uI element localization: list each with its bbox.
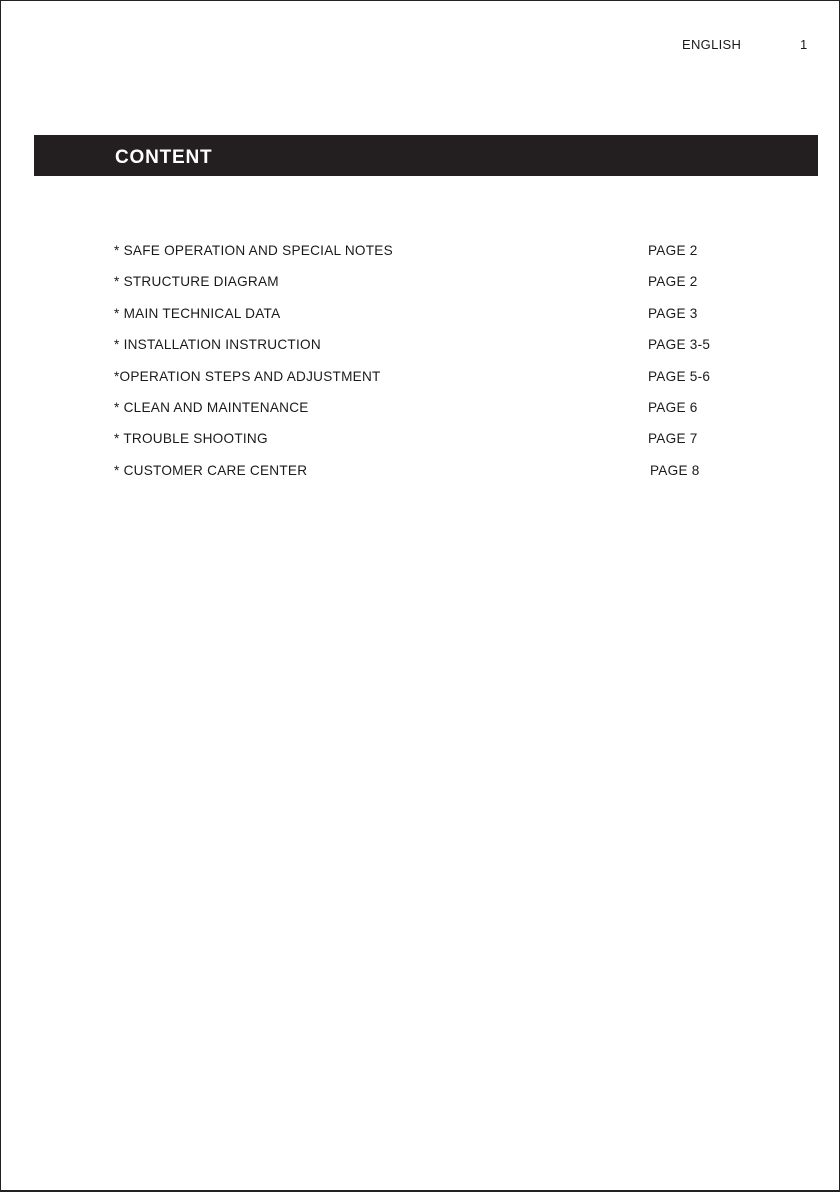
toc-entry-label: * SAFE OPERATION AND SPECIAL NOTES [114,243,393,258]
toc-item [114,463,754,494]
toc-page-ref: PAGE 6 [648,399,698,415]
toc-page-ref: PAGE 2 [648,274,698,290]
toc-entry-label: * CUSTOMER CARE CENTER [114,462,308,478]
toc-page-ref: PAGE 2 [648,243,698,258]
toc-item [114,400,754,431]
toc-entry-label: * CLEAN AND MAINTENANCE [114,399,309,415]
toc-entry-label: *OPERATION STEPS AND ADJUSTMENT [114,368,381,384]
toc-page-ref: PAGE 3-5 [648,337,711,353]
section-title: CONTENT [115,147,213,168]
toc-entry-label: * TROUBLE SHOOTING [114,431,268,447]
header-language: ENGLISH [682,37,742,52]
toc-entry-label: * MAIN TECHNICAL DATA [114,305,281,321]
toc-item [114,369,754,400]
toc-item [114,243,754,274]
toc-entry-label: * STRUCTURE DIAGRAM [114,274,279,290]
toc-entry-label: * INSTALLATION INSTRUCTION [114,337,321,353]
toc-item [114,306,754,337]
section-title-bar [34,135,818,176]
toc-item [114,337,754,368]
toc-item [114,274,754,305]
toc-page-ref: PAGE 7 [648,431,698,447]
toc-page-ref: PAGE 8 [650,462,700,478]
toc-page-ref: PAGE 3 [648,305,698,321]
table-of-contents [114,243,754,494]
toc-page-ref: PAGE 5-6 [648,368,711,384]
header-page-number: 1 [800,37,808,52]
toc-item [114,431,754,462]
